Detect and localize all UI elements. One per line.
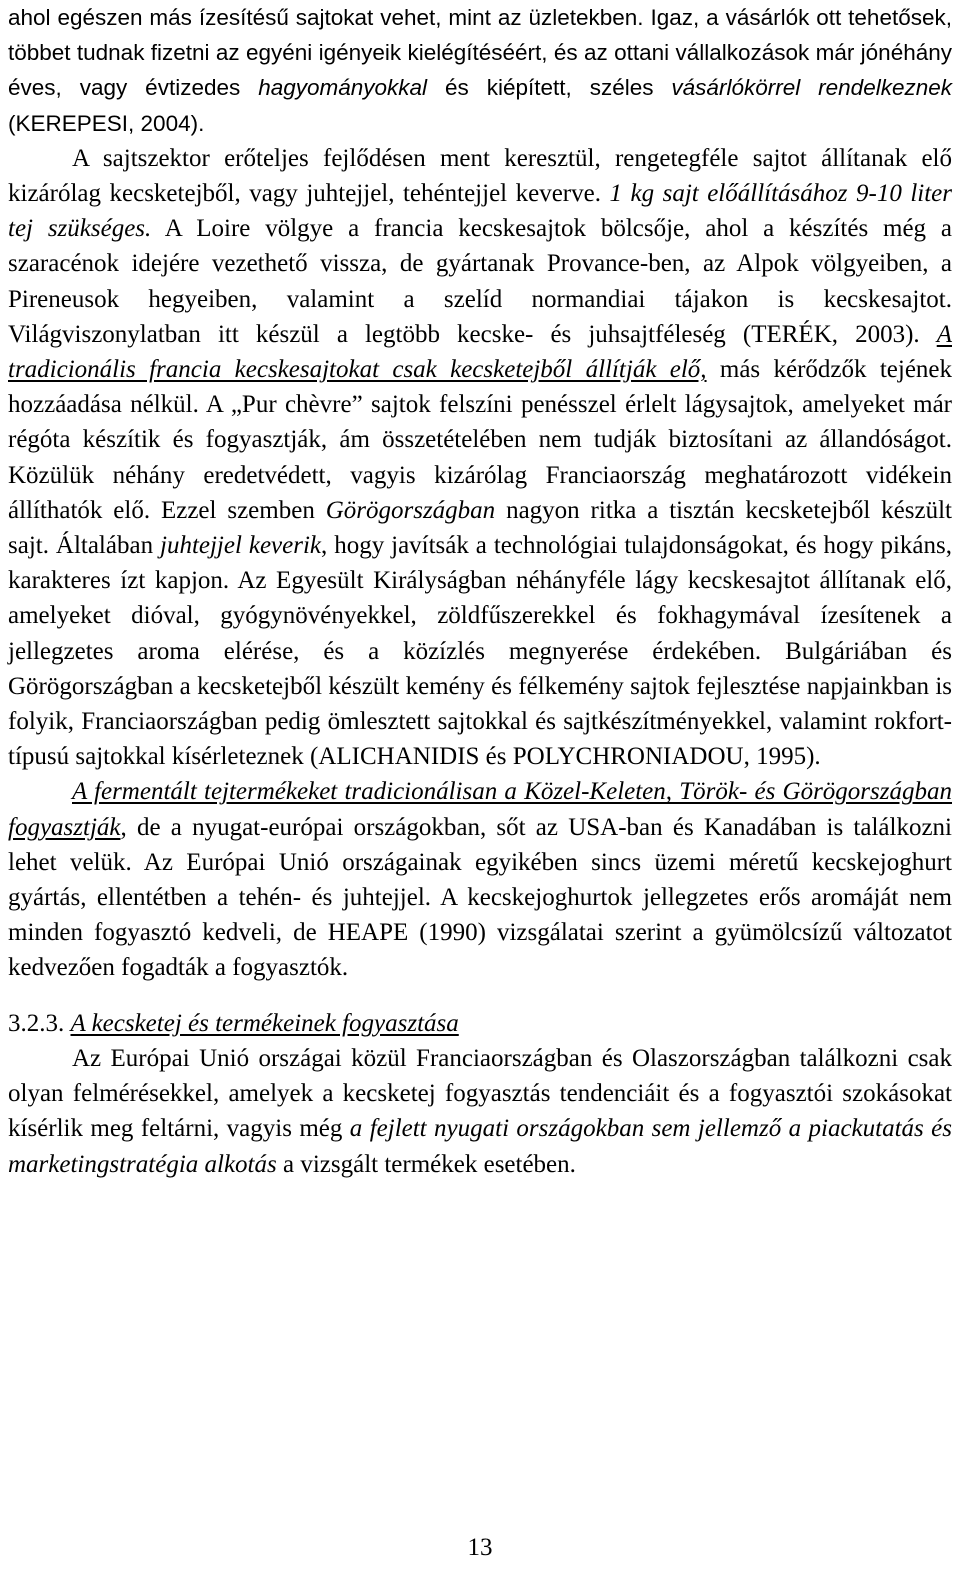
- text-run: , de a nyugat-európai országokban, sőt az USA-ban és Kanadában is találkozni lehet velük. Az Európai Unió országainak egyikében sincs üzemi méretű kecskejoghurt gyártás, ellentétben a tehén- és juhtejjel. A kecskejoghurtok jellegzetes erős aromáját nem minden fogyasztó kedveli, de HEAPE (1990) vizsgálatai szerint a gyümölcsízű változatot kedvezően fogadták a fogyasztók.: [8, 813, 952, 982]
- text-run: A sajtszektor erőteljes fejlődésen ment keresztül, rengetegféle sajtot állítanak elő kizárólag kecsketejből, vagy juhtejjel, tehéntejjel keverve.: [8, 144, 952, 208]
- text-run-italic: Görögországban: [325, 496, 496, 524]
- text-run: A Loire völgye a francia kecskesajtok bölcsője, ahol a készítés még a szaracénok idejére vezethető vissza, de gyártanak Provance-ben, az Alpok völgyeiben, a Pireneusok hegyeiben, valamint a szelíd normandiai tájakon is kecskesajtot. Világviszonylatban itt készül a legtöbb kecske- és juhsajtféleség (TERÉK, 2003).: [8, 215, 952, 348]
- text-run-italic: hagyományokkal: [258, 75, 428, 101]
- section-number: 3.2.3.: [8, 1009, 71, 1037]
- text-run-italic: a fejlett nyugati országokban sem jellemző a piackutatás és marketingstratégia alkotás: [8, 1115, 952, 1178]
- text-run-italic-underlined: A fermentált tejtermékeket tradicionálisan a Közel-Keleten, Török- és Görögországban fogyasztják: [8, 778, 952, 841]
- text-run: Az Európai Unió országai közül Franciaországban és Olaszországban találkozni csak olyan felmérésekkel, amelyek a kecsketej fogyasztás tendenciáit és a fogyasztói szokásokat kísérlik meg feltárni, vagyis még: [8, 1044, 952, 1143]
- document-page: [8, 0, 952, 1182]
- paragraph-intro: [8, 0, 952, 141]
- paragraph-fermented-products: [8, 774, 952, 985]
- text-run-italic: juhtejjel keverik: [160, 532, 322, 560]
- paragraph-consumption: [8, 1041, 952, 1182]
- text-run: , hogy javítsák a technológiai tulajdonságokat, és hogy pikáns, karakteres ízt kapjon. Az Egyesült Királyságban néhányféle lágy kecskesajtot állítanak elő, amelyeket dióval, gyógynövényekkel, zöldfűszerekkel és fokhagymával ízesítenek a jellegzetes aroma elérése, és a közízlés megnyerése érdekében. Bulgáriában és Görögországban a kecsketejből készült kemény és félkemény sajtok fejlesztése napjainkban is folyik, Franciaországban pedig ömlesztett sajtokkal és sajtkészítményekkel, valamint rokfort-típusú sajtokkal kísérleteznek (ALICHANIDIS és POLYCHRONIADOU, 1995).: [8, 532, 952, 771]
- section-title: A kecsketej és termékeinek fogyasztása: [70, 1009, 459, 1037]
- text-run: a vizsgált termékek esetében.: [276, 1150, 576, 1178]
- text-run: és kiépített, széles: [427, 75, 672, 101]
- paragraph-cheese-sector: [8, 141, 952, 775]
- text-run-italic-underlined: A tradicionális francia kecskesajtokat csak kecsketejből állítják elő,: [8, 320, 952, 384]
- text-run: ahol egészen más ízesítésű sajtokat vehet, mint az üzletekben. Igaz, a vásárlók ott tehetősek, többet tudnak fizetni az egyéni igényeik kielégítéséért, és az ottani vállalkozások már jónéhány éves, vagy évtizedes: [8, 5, 952, 101]
- text-run: más kérődzők tejének hozzáadása nélkül. A „Pur chèvre” sajtok felszíni penésszel érlelt lágysajtok, amelyeket már régóta készítik és fogyasztják, ám összetételében nem tudják biztosítani az állandóságot. Közülük néhány eredetvédett, vagyis kizárólag Franciaország meghatározott vidékein állíthatók elő. Ezzel szemben: [8, 356, 953, 524]
- text-run-italic: vásárlókörrel rendelkeznek: [671, 75, 952, 101]
- section-heading: [8, 1006, 952, 1041]
- text-run: nagyon ritka a tisztán kecsketejből készült sajt. Általában: [8, 496, 952, 560]
- page-number: 13: [467, 1534, 493, 1561]
- text-run-italic: 1 kg sajt előállításához 9-10 liter tej szükséges.: [8, 180, 952, 243]
- text-run: (KEREPESI, 2004).: [8, 110, 205, 136]
